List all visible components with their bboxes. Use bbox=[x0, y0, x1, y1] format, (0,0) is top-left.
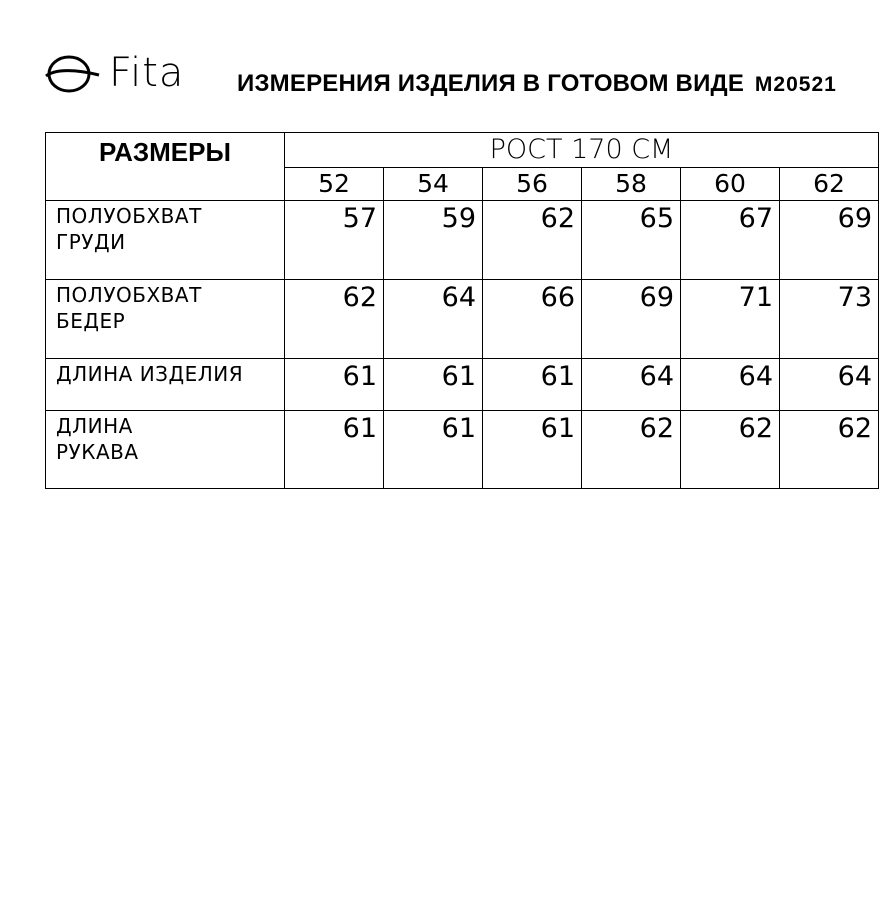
value-cell: 57 bbox=[285, 201, 384, 280]
value-cell: 66 bbox=[483, 280, 582, 359]
value-cell: 61 bbox=[384, 411, 483, 489]
table-row bbox=[46, 280, 879, 359]
size-cell: 52 bbox=[285, 168, 384, 201]
size-cell: 62 bbox=[780, 168, 879, 201]
value-cell: 61 bbox=[384, 359, 483, 411]
value-cell: 62 bbox=[285, 280, 384, 359]
logo-text: Fita bbox=[109, 50, 185, 96]
model-code: М20521 bbox=[754, 73, 837, 96]
value-cell: 62 bbox=[582, 411, 681, 489]
value-cell: 61 bbox=[285, 411, 384, 489]
value-cell: 61 bbox=[483, 411, 582, 489]
size-cell: 58 bbox=[582, 168, 681, 201]
param-label: ПОЛУОБХВАТ ГРУДИ bbox=[46, 201, 285, 280]
value-cell: 62 bbox=[780, 411, 879, 489]
size-cell: 56 bbox=[483, 168, 582, 201]
value-cell: 67 bbox=[681, 201, 780, 280]
value-cell: 65 bbox=[582, 201, 681, 280]
table-header-row bbox=[46, 133, 879, 168]
table-row bbox=[46, 359, 879, 411]
value-cell: 64 bbox=[681, 359, 780, 411]
page-title bbox=[237, 70, 837, 98]
param-label: ДЛИНА ИЗДЕЛИЯ bbox=[46, 359, 285, 411]
value-cell: 62 bbox=[483, 201, 582, 280]
table-row bbox=[46, 411, 879, 489]
sizes-header: РАЗМЕРЫ bbox=[46, 133, 285, 201]
size-cell: 60 bbox=[681, 168, 780, 201]
table-row bbox=[46, 201, 879, 280]
title-main: ИЗМЕРЕНИЯ ИЗДЕЛИЯ В ГОТОВОМ ВИДЕ bbox=[237, 70, 745, 97]
value-cell: 59 bbox=[384, 201, 483, 280]
height-header: РОСТ 170 СМ bbox=[285, 133, 879, 168]
size-cell: 54 bbox=[384, 168, 483, 201]
value-cell: 64 bbox=[582, 359, 681, 411]
size-table bbox=[45, 132, 879, 489]
value-cell: 61 bbox=[483, 359, 582, 411]
value-cell: 71 bbox=[681, 280, 780, 359]
param-label: ПОЛУОБХВАТ БЕДЕР bbox=[46, 280, 285, 359]
logo bbox=[45, 50, 184, 96]
value-cell: 61 bbox=[285, 359, 384, 411]
value-cell: 64 bbox=[780, 359, 879, 411]
value-cell: 64 bbox=[384, 280, 483, 359]
value-cell: 62 bbox=[681, 411, 780, 489]
value-cell: 69 bbox=[582, 280, 681, 359]
fita-logo-icon bbox=[45, 50, 101, 96]
param-label: ДЛИНА РУКАВА bbox=[46, 411, 285, 489]
value-cell: 69 bbox=[780, 201, 879, 280]
value-cell: 73 bbox=[780, 280, 879, 359]
